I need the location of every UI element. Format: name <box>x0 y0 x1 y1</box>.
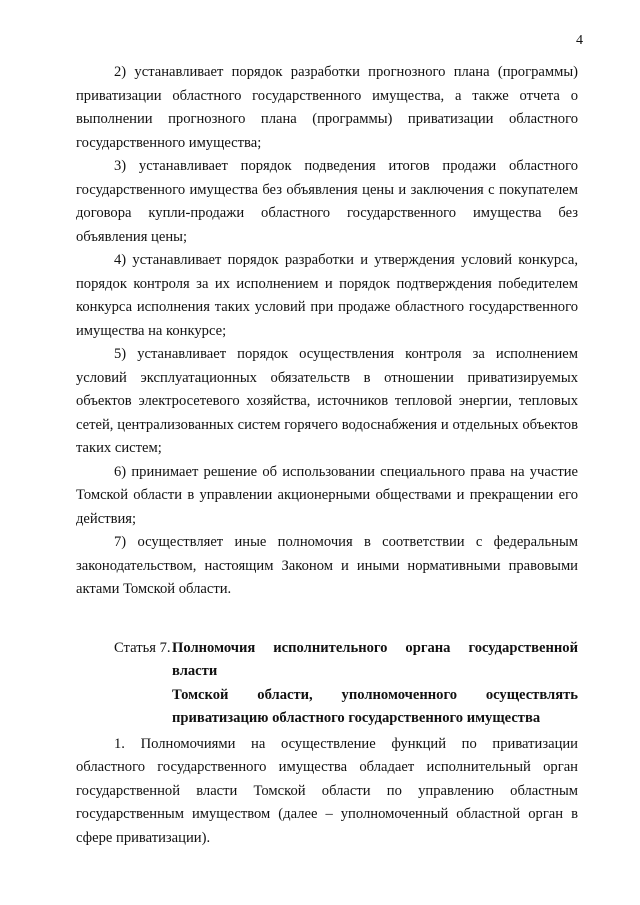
list-item: 4) устанавливает порядок разработки и утверждения условий конкурса, порядок контроля за их исполнением и порядок подтверждения победителем конкурса исполнения таких условий при продаже областного государственного имущества на конкурсе; <box>76 252 578 339</box>
article-label: Статья 7. <box>114 639 171 656</box>
document-body <box>76 61 578 850</box>
list-item: 5) устанавливает порядок осуществления контроля за исполнением условий эксплуатационных обязательств в отношении приватизируемых объектов электросетевого хозяйства, источников тепловой энергии, тепловых сетей, централизованных систем горячего водоснабжения и отдельных объектов таких систем; <box>76 346 578 456</box>
article-title <box>172 637 578 731</box>
list-item: 2) устанавливает порядок разработки прогнозного плана (программы) приватизации областного государственного имущества, а также отчета о выполнении прогнозного плана (программы) приватизации областного государственного имущества; <box>76 64 578 151</box>
list-item: 6) принимает решение об использовании специального права на участие Томской области в управлении акционерными обществами и прекращении его действия; <box>76 463 578 527</box>
article-title-line: приватизацию областного государственного имущества <box>172 710 541 726</box>
list-item: 7) осуществляет иные полномочия в соответствии с федеральным законодательством, настоящим Законом и иными нормативными правовыми актами Томской области. <box>76 534 578 597</box>
list-item: 3) устанавливает порядок подведения итогов продажи областного государственного имущества без объявления цены и заключения с покупателем договора купли-продажи областного государственного имущества без объявления цены; <box>76 158 578 245</box>
article-paragraph: 1. Полномочиями на осуществление функций по приватизации областного государственного имущества обладает исполнительный орган государственной власти Томской области по управлению областным государственным имуществом (далее – уполномоченный областной орган в сфере приватизации). <box>76 735 578 846</box>
article-title-line: Полномочия исполнительного органа государственной власти <box>172 639 578 679</box>
article-title-line: Томской области, уполномоченного осуществлять <box>172 686 578 703</box>
page-number: 4 <box>576 33 583 48</box>
article-heading <box>76 637 578 731</box>
